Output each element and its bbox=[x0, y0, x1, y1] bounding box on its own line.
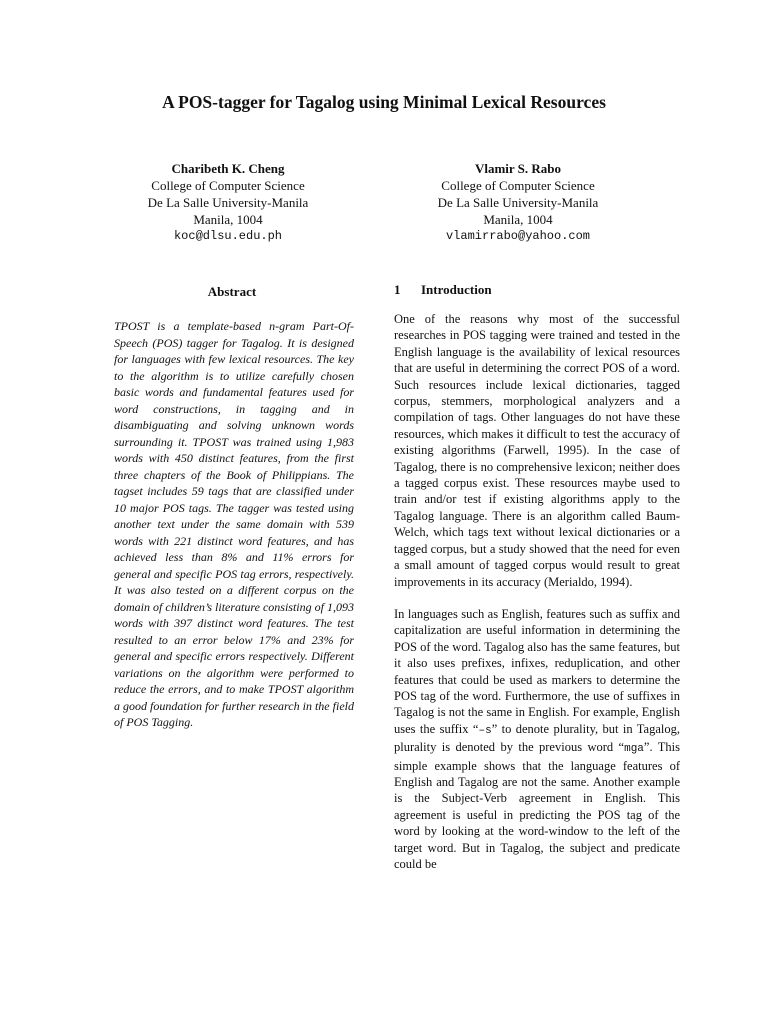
author-affiliation: College of Computer Science bbox=[151, 178, 305, 193]
author-name: Charibeth K. Cheng bbox=[171, 161, 285, 176]
author-block-2 bbox=[368, 160, 668, 245]
author-university: De La Salle University-Manila bbox=[437, 195, 599, 210]
intro-p2-text-a: In languages such as English, features such as suffix and capitalization are useful information in determining the POS of the word. Tagalog also has the same features, but it also uses prefixes, infixes, reduplication, and other features that could be used as markers to determine the POS tag of the word. Furthermore, the use of suffixes in Tagalog is not the same in English. For example, English uses the suffix “ bbox=[394, 606, 680, 736]
author-name: Vlamir S. Rabo bbox=[474, 161, 562, 176]
introduction-body bbox=[394, 311, 680, 888]
author-email[interactable]: vlamirrabo@yahoo.com bbox=[445, 229, 591, 243]
intro-paragraph-1: One of the reasons why most of the successful researches in POS tagging were trained and tested in the English language is the availability of lexical resources that are useful in determining the correct POS of a word. Such resources include lexical dictionaries, tagged corpus, stemmers, morphological analyzers and a compilation of tags. Other languages do not have these resources, which makes it difficult to test the accuracy of existing algorithms (Farwell, 1995). In the case of Tagalog, there is no comprehensive lexicon; neither does a tagged corpus exist. These resources maybe used to train and/or test if existing algorithms apply to the Tagalog language. There is an algorithm called Baum-Welch, which tags text without lexical dictionaries or a tagged corpus, but a study showed that the need for even a small amount of tagged corpus would result to great improvements in its accuracy (Merialdo, 1994). bbox=[394, 312, 680, 589]
abstract-text: TPOST is a template-based n-gram Part-Of-Speech (POS) tagger for Tagalog. It is designed for languages with few lexical resources. The key to the algorithm is to utilize carefully chosen basic words and fundamental features used for word constructions, in tagging and in disambiguating and solving unknown words surrounding it. TPOST was trained using 1,983 words with 450 distinct features, from the first three chapters of the Book of Philippians. The tagset includes 59 tags that are classified under 10 major POS tags. The tagger was tested using another text under the same domain with 539 words with 221 distinct word features, and has achieved less than 8% and 11% errors for general and specific POS tag errors, respectively. It was also tested on a different corpus on the domain of children’s literature consisting of 1,093 words with 397 distinct word features. The test resulted to an error below 17% and 23% for general and specific errors respectively. Different variations on the algorithm were performed to reduce the errors, and to make TPOST algorithm a good foundation for further research in the field of POS Tagging. bbox=[114, 319, 354, 729]
section-heading-introduction bbox=[394, 282, 492, 298]
author-university: De La Salle University-Manila bbox=[147, 195, 309, 210]
intro-p2-text-b: ” to denote plurality, but in Tagalog, plurality is denoted by the previous word “ bbox=[394, 721, 680, 755]
author-city: Manila, 1004 bbox=[483, 212, 553, 227]
author-block-1 bbox=[78, 160, 378, 245]
abstract-heading: Abstract bbox=[207, 284, 257, 299]
intro-p2-text-c: ”. This simple example shows that the language features of English and Tagalog are not the same. Another example is the Subject-Verb agreement in English. This agreement is useful in predicting the POS tag of the word by looking at the word-window to the left of the target word. But in Tagalog, the subject and predicate could be bbox=[394, 740, 680, 871]
paper-title: A POS-tagger for Tagalog using Minimal Lexical Resources bbox=[162, 92, 606, 112]
section-number: 1 bbox=[394, 282, 401, 297]
plural-marker-code: mga bbox=[624, 743, 644, 756]
section-title: Introduction bbox=[421, 282, 492, 297]
author-city: Manila, 1004 bbox=[193, 212, 263, 227]
author-email[interactable]: koc@dlsu.edu.ph bbox=[173, 229, 283, 243]
author-affiliation: College of Computer Science bbox=[441, 178, 595, 193]
intro-paragraph-2 bbox=[394, 606, 680, 873]
suffix-code: –s bbox=[478, 724, 492, 737]
